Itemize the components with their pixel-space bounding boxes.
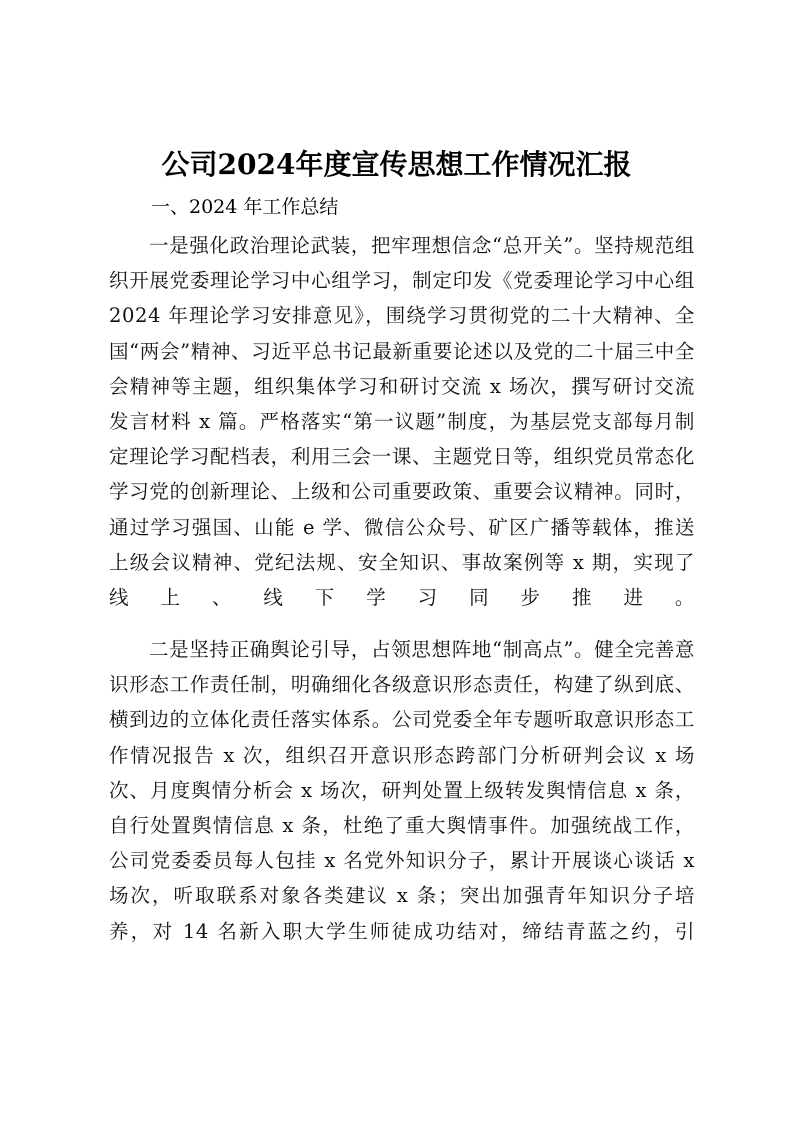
section-heading: 一、2024 年工作总结 [151, 196, 339, 218]
paragraph-1: 一是强化政治理论武装，把牢理想信念“总开关”。坚持规范组织开展党委理论学习中心组学习，制定印发《党委理论学习中心组 2024 年理论学习安排意见》，围绕学习贯彻党的二十大精神、全国“两会”精神、习近平总书记最新重要论述以及党的二十届三中全会精神等主题，组织集体学习和研讨交流 x 场次，撰写研讨交流发言材料 x 篇。严格落实“第一议题”制度，为基层党支部每月制定理论学习配档表，利用三会一课、主题党日等，组织党员常态化学习党的创新理论、上级和公司重要政策、重要会议精神。同时，通过学习强国、山能 e 学、微信公众号、矿区广播等载体，推送上级会议精神、党纪法规、安全知识、事故案例等 x 期，实现了线上、线下学习同步推进。 [109, 234, 695, 610]
paragraph-2: 二是坚持正确舆论引导，占领思想阵地“制高点”。健全完善意识形态工作责任制，明确细化各级意识形态责任，构建了纵到底、横到边的立体化责任落实体系。公司党委全年专题听取意识形态工作情况报告 x 次，组织召开意识形态跨部门分析研判会议 x 场次、月度舆情分析会 x 场次，研判处置上级转发舆情信息 x 条，自行处置舆情信息 x 条，杜绝了重大舆情事件。加强统战工作，公司党委委员每人包挂 x 名党外知识分子，累计开展谈心谈话 x 场次，听取联系对象各类建议 x 条；突出加强青年知识分子培养，对 14 名新入职大学生师徒成功结对，缔结青蓝之约，引 [109, 638, 695, 943]
document-title: 公司2024年度宣传思想工作情况汇报 [161, 148, 632, 181]
